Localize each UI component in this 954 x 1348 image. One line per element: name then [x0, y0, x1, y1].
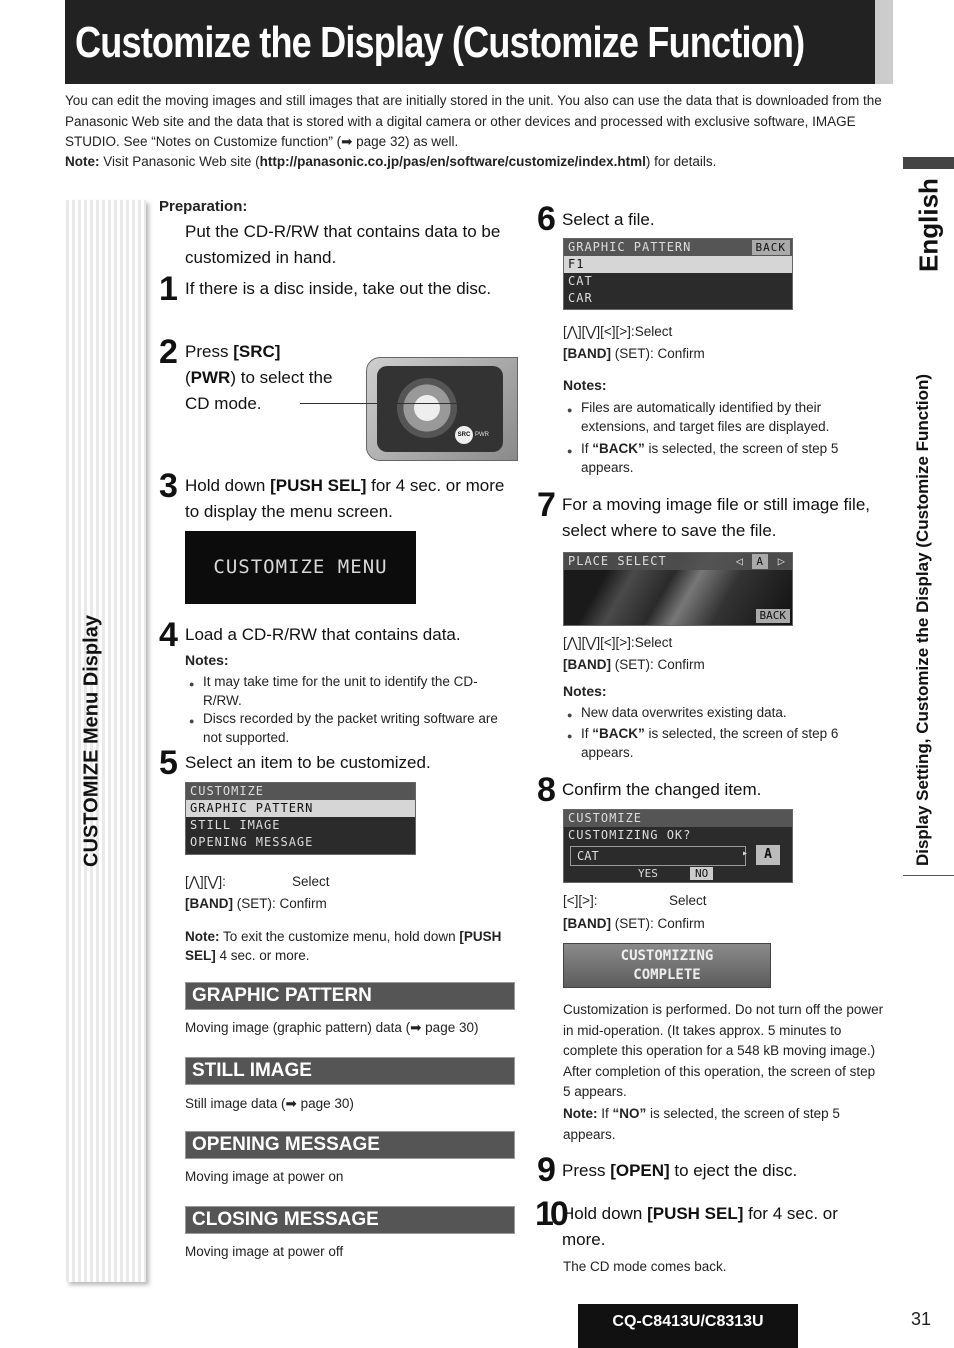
key-set: (SET):: [236, 896, 276, 911]
step-text-part: Hold down: [185, 476, 271, 495]
control-row: [563, 655, 705, 674]
back-button: BACK: [756, 609, 791, 623]
key-band: [BAND]: [563, 346, 611, 361]
screen-row: CAR: [568, 291, 593, 305]
screen-question: CUSTOMIZING OK?: [568, 828, 692, 842]
note-item: [581, 439, 881, 477]
section-vertical-label: [903, 300, 943, 940]
step-text-part: to eject the disc.: [669, 1161, 798, 1180]
control-desc: Select: [669, 893, 707, 908]
key-band: [BAND]: [563, 657, 611, 672]
slot-indicator: A: [752, 554, 768, 569]
key-src: [SRC]: [233, 342, 281, 361]
note-text: To exit the customize menu, hold down: [223, 929, 460, 944]
note-label: Note:: [185, 929, 220, 944]
step-text: If there is a disc inside, take out the disc.: [185, 279, 492, 298]
control-key: [⋀][⋁]:: [185, 874, 226, 889]
key-band: [BAND]: [185, 896, 233, 911]
note-item: ● New data overwrites existing data.: [581, 703, 881, 722]
screen-header: CUSTOMIZE: [186, 783, 415, 800]
key-push-sel: [PUSH SEL]: [270, 476, 367, 495]
step-text-part: for 4 sec. or more to display the menu screen.: [185, 476, 505, 521]
key-open: [OPEN]: [610, 1161, 670, 1180]
section-vertical-text: Display Setting, Customize the Display (Customize Function): [913, 373, 932, 867]
step-text-part: Press: [562, 1161, 611, 1180]
step-text: For a moving image file or still image file, select where to save the file.: [562, 495, 871, 540]
control-row: [563, 322, 672, 341]
web-link[interactable]: http://panasonic.co.jp/pas/en/software/customize/index.html: [259, 154, 646, 169]
place-select-screen: [563, 552, 793, 626]
pwr-label: PWR: [475, 432, 489, 438]
key-push-sel: [PUSH SEL]: [185, 929, 502, 963]
note-text: If: [581, 441, 593, 456]
step-number: 3: [159, 467, 178, 505]
screen-row-selected: F1: [564, 256, 792, 273]
screen-header: [564, 239, 792, 256]
section-graphic-pattern: GRAPHIC PATTERN: [185, 982, 515, 1010]
key-set: (SET):: [614, 916, 654, 931]
step-text: [562, 1201, 882, 1253]
note-text: If: [601, 1106, 613, 1121]
key-band: [BAND]: [563, 916, 611, 931]
section-desc: Moving image (graphic pattern) data (➡ page 30): [185, 1020, 479, 1035]
step-note: [185, 927, 505, 965]
control-desc: Confirm: [279, 896, 327, 911]
model-number-badge: CQ-C8413U/C8313U: [578, 1304, 798, 1348]
step-subtext: The CD mode comes back.: [563, 1259, 727, 1274]
confirm-screen: [563, 809, 793, 883]
step-number: 6: [537, 200, 556, 238]
step-number: 4: [159, 616, 178, 654]
control-desc: Select: [634, 635, 673, 650]
chevron-left-icon: ◁: [735, 554, 744, 568]
screen-row: CAT: [568, 274, 593, 288]
complete-line-2: COMPLETE: [633, 967, 701, 983]
control-key: [⋀][⋁][<][>]:: [563, 324, 635, 339]
section-still-image: STILL IMAGE: [185, 1057, 515, 1085]
notes-label: Notes:: [563, 683, 607, 699]
side-section-label: [66, 200, 118, 1282]
step-text: Load a CD-R/RW that contains data.: [185, 625, 461, 644]
step-text: Select an item to be customized.: [185, 753, 431, 772]
note-text: is selected, the screen of step 5 appears.: [563, 1106, 840, 1142]
control-row: [563, 633, 672, 652]
section-opening-message: OPENING MESSAGE: [185, 1131, 515, 1159]
screen-header-text: GRAPHIC PATTERN: [568, 240, 692, 254]
control-desc: Confirm: [657, 657, 705, 672]
step-number: 2: [159, 333, 178, 371]
intro-paragraph: You can edit the moving images and still images that are initially stored in the unit. You also can use the data that is downloaded from the Panasonic Web site and the data that is stored with a digital camera or other devices and processed with exclusive software, IMAGE STUDIO. See “Notes on Customize function” (➡ page 32) as well.: [65, 93, 882, 149]
page-title: Customize the Display (Customize Function): [75, 18, 805, 67]
note-text: If: [581, 726, 593, 741]
note-keyword: “NO”: [612, 1106, 647, 1121]
no-option-selected: NO: [690, 867, 713, 880]
section-desc: Still image data (➡ page 30): [185, 1096, 354, 1111]
callout-line: [300, 403, 460, 404]
step-text: Select a file.: [562, 210, 655, 229]
step-number: 7: [537, 486, 556, 524]
step-text-part: ) to select the CD mode.: [185, 368, 333, 413]
control-desc: Confirm: [657, 916, 705, 931]
step-text: Confirm the changed item.: [562, 780, 762, 799]
preparation-text: Put the CD-R/RW that contains data to be customized in hand.: [185, 222, 501, 267]
screen-header: [564, 553, 792, 570]
key-set: (SET):: [614, 657, 654, 672]
note-keyword: “BACK”: [592, 441, 645, 456]
section-desc: Moving image at power on: [185, 1169, 344, 1184]
customizing-complete-screen: [563, 943, 771, 988]
language-label: [903, 170, 954, 280]
control-key: [<][>]:: [563, 893, 598, 908]
head-unit-illustration: [366, 357, 518, 461]
control-row: [563, 344, 705, 363]
back-button: BACK: [752, 240, 791, 255]
screen-header: CUSTOMIZE: [564, 810, 792, 827]
note-text: Visit Panasonic Web site (: [103, 154, 260, 169]
customize-menu-screen: CUSTOMIZE MENU: [185, 531, 416, 604]
notes-label: Notes:: [185, 652, 229, 668]
screen-row: STILL IMAGE: [190, 818, 281, 832]
page-number: 31: [911, 1309, 932, 1329]
screen-row-selected: GRAPHIC PATTERN: [186, 800, 415, 817]
file-select-screen: [563, 238, 793, 310]
note-text-end: ) for details.: [645, 154, 717, 169]
notes-label: Notes:: [563, 377, 607, 393]
control-key: [⋀][⋁][<][>]:: [563, 635, 635, 650]
title-bar-accent: [875, 0, 893, 84]
step-text: [185, 473, 505, 525]
note-label: Note:: [563, 1106, 598, 1121]
arrow-right-icon: ▸: [742, 848, 749, 859]
language-tab-marker: [903, 157, 954, 169]
step-number: 9: [537, 1151, 556, 1189]
step-text: [185, 339, 335, 417]
note-text: is selected, the screen of step 6 appears.: [581, 726, 839, 760]
key-pwr: PWR: [190, 368, 231, 387]
control-desc: Select: [292, 874, 330, 889]
step-description: Customization is performed. Do not turn off the power in mid-operation. (It takes approx. 5 minutes to complete this operation for a 548 kB moving image.) After completion of this operation, the screen of step 5 appears.: [563, 1002, 884, 1099]
step-text-part: (: [185, 368, 191, 387]
chevron-right-icon: ▷: [777, 554, 786, 568]
note-item: ● Discs recorded by the packet writing software are not supported.: [203, 709, 513, 747]
preparation-label: Preparation:: [159, 198, 248, 215]
step-number: 1: [159, 270, 178, 308]
customize-list-screen: [185, 782, 416, 855]
section-closing-message: CLOSING MESSAGE: [185, 1206, 515, 1234]
control-row: [563, 914, 705, 933]
control-desc: Select: [634, 324, 673, 339]
step-text-part: Press: [185, 342, 234, 361]
intro-note: [65, 154, 895, 169]
step-text: [562, 1158, 797, 1184]
key-set: (SET):: [614, 346, 654, 361]
complete-line-1: CUSTOMIZING: [620, 948, 714, 964]
note-label: Note:: [65, 154, 100, 169]
side-label-text: CUSTOMIZE Menu Display: [80, 615, 103, 867]
file-name-field: CAT: [570, 846, 746, 866]
screen-header-text: PLACE SELECT: [568, 554, 667, 568]
src-button-icon: SRC: [455, 426, 473, 444]
step-text-part: for 4 sec. or more.: [562, 1204, 838, 1249]
step-number: 10: [535, 1195, 565, 1233]
yes-option: YES: [638, 867, 658, 880]
note-item: ● It may take time for the unit to identify the CD-R/RW.: [203, 672, 503, 710]
step-note: [563, 1104, 885, 1145]
note-text: is selected, the screen of step 5 appears.: [581, 441, 839, 475]
slot-indicator: A: [756, 845, 780, 865]
note-text: 4 sec. or more.: [215, 948, 310, 963]
language-text: English: [913, 178, 943, 272]
step-number: 8: [537, 771, 556, 809]
note-item: ● Files are automatically identified by their extensions, and target files are displayed.: [581, 398, 881, 436]
step-number: 5: [159, 744, 178, 782]
section-desc: Moving image at power off: [185, 1244, 344, 1259]
note-item: [581, 724, 881, 762]
key-push-sel: [PUSH SEL]: [647, 1204, 744, 1223]
step-text-part: Hold down: [562, 1204, 648, 1223]
screen-row: OPENING MESSAGE: [190, 835, 314, 849]
note-keyword: “BACK”: [592, 726, 645, 741]
control-desc: Confirm: [657, 346, 705, 361]
volume-knob-icon: [397, 378, 457, 438]
right-divider: [903, 875, 954, 876]
control-row: [185, 894, 327, 913]
